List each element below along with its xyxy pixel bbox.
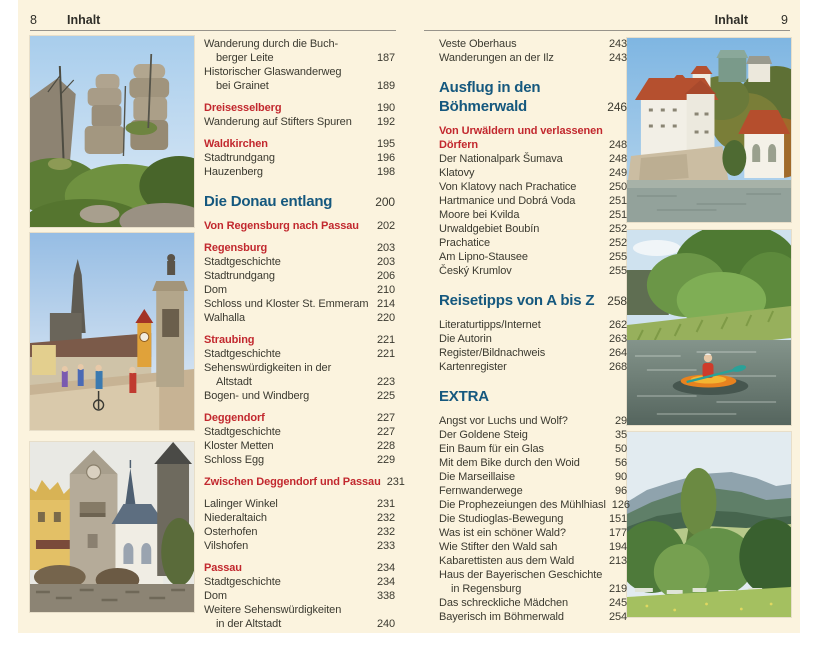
toc-entry bbox=[204, 439, 395, 453]
toc-entry-title: Deggendorf bbox=[204, 412, 265, 424]
toc-entry bbox=[439, 428, 627, 442]
page-number-left: 8 bbox=[30, 13, 37, 27]
photo-boehmerwald-hills bbox=[627, 432, 791, 617]
toc-page-number: 232 bbox=[376, 526, 395, 538]
toc-entry bbox=[439, 512, 627, 526]
toc-entry bbox=[439, 484, 627, 498]
toc-entry bbox=[204, 283, 395, 297]
toc-page-number: 225 bbox=[376, 390, 395, 402]
header-rule-right bbox=[424, 30, 790, 31]
toc-entry-title: Hartmanice und Dobrá Voda bbox=[439, 195, 576, 207]
toc-entry-title: Historischer Glaswanderweg bei Grainet bbox=[204, 66, 342, 92]
toc-entry-title: Schloss Egg bbox=[204, 454, 265, 466]
toc-entry bbox=[204, 511, 395, 525]
toc-entry bbox=[439, 180, 627, 194]
toc-entry bbox=[439, 166, 627, 180]
toc-entry-title: Kartenregister bbox=[439, 361, 507, 373]
toc-entry bbox=[204, 347, 395, 361]
toc-page-number: 245 bbox=[608, 597, 627, 609]
toc-entry-title: Wie Stifter den Wald sah bbox=[439, 541, 558, 553]
toc-page-number: 221 bbox=[376, 348, 395, 360]
toc-section bbox=[204, 101, 395, 115]
toc-section bbox=[204, 411, 395, 425]
toc-entry bbox=[204, 497, 395, 511]
photo-veste-oberhaus bbox=[627, 38, 791, 222]
toc-column-left bbox=[204, 37, 405, 631]
page-header-label-left: Inhalt bbox=[67, 13, 101, 27]
toc-entry-title: Prachatice bbox=[439, 237, 490, 249]
header-rule-left bbox=[30, 30, 396, 31]
toc-page-number: 249 bbox=[608, 167, 627, 179]
toc-entry-title: Ein Baum für ein Glas bbox=[439, 443, 544, 455]
toc-page-number: 126 bbox=[611, 499, 630, 511]
toc-entry-title: Die Donau entlang bbox=[204, 193, 333, 210]
toc-page-number: 232 bbox=[376, 512, 395, 524]
photo-column-left bbox=[30, 36, 194, 612]
toc-page-number: 227 bbox=[376, 412, 395, 424]
toc-entry-title: Am Lipno-Stausee bbox=[439, 251, 528, 263]
toc-entry bbox=[439, 250, 627, 264]
toc-page-number: 262 bbox=[608, 319, 627, 331]
toc-entry-title: Vilshofen bbox=[204, 540, 249, 552]
toc-page-number: 151 bbox=[608, 513, 627, 525]
toc-entry-title: Osterhofen bbox=[204, 526, 258, 538]
toc-entry bbox=[439, 456, 627, 470]
toc-entry bbox=[204, 311, 395, 325]
toc-entry bbox=[439, 596, 627, 610]
toc-page-number: 252 bbox=[608, 223, 627, 235]
page-number-right: 9 bbox=[781, 13, 788, 27]
toc-entry-title: Walhalla bbox=[204, 312, 245, 324]
photo-rock-towers bbox=[30, 36, 194, 227]
toc-entry-title: Register/Bildnachweis bbox=[439, 347, 546, 359]
toc-entry-title: Angst vor Luchs und Wolf? bbox=[439, 415, 568, 427]
toc-entry-title: Wanderung durch die Buch- berger Leite bbox=[204, 38, 339, 64]
page-header-right bbox=[424, 10, 790, 32]
regensburg-bridge-illustration bbox=[30, 233, 194, 430]
photo-regensburg-bridge bbox=[30, 233, 194, 430]
toc-page-number: 231 bbox=[376, 498, 395, 510]
toc-page-number: 198 bbox=[376, 166, 395, 178]
toc-entry-title: Sehenswürdigkeiten in der Altstadt bbox=[204, 362, 332, 388]
toc-entry bbox=[439, 194, 627, 208]
toc-page-number: 214 bbox=[376, 298, 395, 310]
toc-entry-title: Die Autorin bbox=[439, 333, 492, 345]
veste-oberhaus-illustration bbox=[627, 38, 791, 222]
toc-page-number: 50 bbox=[614, 443, 627, 455]
toc-entry-title: Klatovy bbox=[439, 167, 475, 179]
toc-page-number: 250 bbox=[608, 181, 627, 193]
toc-page-number: 56 bbox=[614, 457, 627, 469]
toc-entry bbox=[204, 165, 395, 179]
toc-page-number: 234 bbox=[376, 576, 395, 588]
toc-page-number: 234 bbox=[376, 562, 395, 574]
toc-page-number: 248 bbox=[608, 139, 627, 151]
toc-page-number: 189 bbox=[376, 80, 395, 92]
toc-entry bbox=[439, 610, 627, 624]
toc-entry bbox=[204, 115, 395, 129]
toc-entry bbox=[204, 255, 395, 269]
toc-entry bbox=[204, 453, 395, 467]
toc-entry bbox=[439, 470, 627, 484]
toc-chapter bbox=[439, 387, 627, 406]
toc-entry bbox=[439, 498, 630, 512]
toc-entry-title: Von Klatovy nach Prachatice bbox=[439, 181, 577, 193]
toc-entry bbox=[204, 575, 395, 589]
toc-entry bbox=[439, 208, 627, 222]
toc-page-number: 264 bbox=[608, 347, 627, 359]
toc-page-number: 240 bbox=[376, 618, 395, 630]
toc-entry-title: Die Studioglas-Bewegung bbox=[439, 513, 564, 525]
toc-page-number: 243 bbox=[608, 38, 627, 50]
toc-entry-title: Hauzenberg bbox=[204, 166, 263, 178]
toc-entry bbox=[204, 425, 395, 439]
toc-entry-title: Literaturtipps/Internet bbox=[439, 319, 541, 331]
toc-page-number: 251 bbox=[608, 195, 627, 207]
toc-page-number: 177 bbox=[608, 527, 627, 539]
toc-page-number: 227 bbox=[376, 426, 395, 438]
toc-entry bbox=[439, 346, 627, 360]
toc-entry-title: Dreisesselberg bbox=[204, 102, 282, 114]
toc-entry-title: Waldkirchen bbox=[204, 138, 268, 150]
toc-entry-title: Český Krumlov bbox=[439, 265, 512, 277]
toc-entry-title: Regensburg bbox=[204, 242, 268, 254]
toc-entry bbox=[439, 332, 627, 346]
photo-kayak-river bbox=[627, 230, 791, 425]
toc-section bbox=[204, 333, 395, 347]
toc-entry-title: Der Nationalpark Šumava bbox=[439, 153, 563, 165]
toc-entry-title: Passau bbox=[204, 562, 242, 574]
toc-entry-title: Moore bei Kvilda bbox=[439, 209, 520, 221]
toc-entry-title: Urwaldgebiet Boubín bbox=[439, 223, 540, 235]
toc-page-number: 254 bbox=[608, 611, 627, 623]
toc-entry-title: EXTRA bbox=[439, 388, 489, 405]
photo-column-right bbox=[627, 38, 791, 617]
toc-page-number: 252 bbox=[608, 237, 627, 249]
toc-page-number: 195 bbox=[376, 138, 395, 150]
toc-page-number: 246 bbox=[607, 100, 627, 114]
toc-entry-title: Die Marseillaise bbox=[439, 471, 516, 483]
toc-entry-title: Von Urwäldern und verlassenen Dörfern bbox=[439, 125, 603, 151]
toc-entry bbox=[439, 442, 627, 456]
toc-page-number: 203 bbox=[376, 256, 395, 268]
toc-page-number: 213 bbox=[608, 555, 627, 567]
toc-chapter bbox=[204, 192, 395, 211]
toc-entry bbox=[204, 361, 395, 389]
toc-entry-title: Bayerisch im Böhmerwald bbox=[439, 611, 564, 623]
toc-entry bbox=[204, 589, 395, 603]
toc-entry-title: Dom bbox=[204, 284, 227, 296]
toc-page-number: 223 bbox=[376, 376, 395, 388]
toc-entry bbox=[204, 65, 395, 93]
toc-page-number: 90 bbox=[614, 471, 627, 483]
toc-entry-title: Stadtrundgang bbox=[204, 152, 275, 164]
toc-entry bbox=[439, 318, 627, 332]
toc-entry-title: Weitere Sehenswürdigkeiten in der Altstadt bbox=[204, 604, 342, 630]
toc-page-number: 196 bbox=[376, 152, 395, 164]
toc-page-number: 263 bbox=[608, 333, 627, 345]
toc-entry-title: Lalinger Winkel bbox=[204, 498, 278, 510]
toc-entry-title: Straubing bbox=[204, 334, 255, 346]
toc-page-number: 248 bbox=[608, 153, 627, 165]
toc-chapter bbox=[439, 78, 627, 116]
toc-entry bbox=[439, 51, 627, 65]
toc-section bbox=[204, 475, 405, 489]
toc-entry-title: Reisetipps von A bis Z bbox=[439, 292, 595, 309]
toc-entry-title: Stadtgeschichte bbox=[204, 348, 281, 360]
toc-entry-title: Was ist ein schöner Wald? bbox=[439, 527, 566, 539]
toc-entry bbox=[439, 360, 627, 374]
toc-page-number: 35 bbox=[614, 429, 627, 441]
toc-entry-title: Stadtgeschichte bbox=[204, 426, 281, 438]
toc-page-number: 229 bbox=[376, 454, 395, 466]
toc-page-number: 338 bbox=[376, 590, 395, 602]
toc-entry-title: Kabarettisten aus dem Wald bbox=[439, 555, 575, 567]
toc-entry-title: Stadtgeschichte bbox=[204, 256, 281, 268]
toc-entry bbox=[439, 152, 627, 166]
schloss-egg-illustration bbox=[30, 442, 194, 612]
toc-page-number: 29 bbox=[614, 415, 627, 427]
toc-entry-title: Dom bbox=[204, 590, 227, 602]
toc-page-number: 206 bbox=[376, 270, 395, 282]
toc-section bbox=[204, 137, 395, 151]
toc-page-number: 210 bbox=[376, 284, 395, 296]
toc-entry-title: Schloss und Kloster St. Emmeram bbox=[204, 298, 369, 310]
toc-entry-title: Stadtgeschichte bbox=[204, 576, 281, 588]
toc-entry bbox=[204, 525, 395, 539]
toc-entry bbox=[204, 297, 395, 311]
toc-page-number: 190 bbox=[376, 102, 395, 114]
toc-page-number: 96 bbox=[614, 485, 627, 497]
toc-entry bbox=[204, 151, 395, 165]
toc-entry-title: Wanderung auf Stifters Spuren bbox=[204, 116, 352, 128]
toc-entry bbox=[204, 603, 395, 631]
toc-page-number: 194 bbox=[608, 541, 627, 553]
toc-page-number: 251 bbox=[608, 209, 627, 221]
toc-entry-title: Haus der Bayerischen Geschichte in Regensburg bbox=[439, 569, 603, 595]
rock-towers-illustration bbox=[30, 36, 194, 227]
toc-page-number: 187 bbox=[376, 52, 395, 64]
toc-page-number: 219 bbox=[608, 583, 627, 595]
toc-entry bbox=[439, 236, 627, 250]
toc-page-number: 221 bbox=[376, 334, 395, 346]
toc-entry-title: Bogen- und Windberg bbox=[204, 390, 310, 402]
toc-entry-title: Mit dem Bike durch den Woid bbox=[439, 457, 580, 469]
toc-page-number: 231 bbox=[386, 476, 405, 488]
toc-page-number: 202 bbox=[376, 220, 395, 232]
kayak-river-illustration bbox=[627, 230, 791, 425]
toc-entry bbox=[204, 37, 395, 65]
toc-page-number: 192 bbox=[376, 116, 395, 128]
toc-entry bbox=[204, 539, 395, 553]
toc-page-number: 258 bbox=[607, 294, 627, 308]
toc-section bbox=[204, 561, 395, 575]
toc-page-number: 228 bbox=[376, 440, 395, 452]
toc-entry bbox=[204, 269, 395, 283]
toc-entry-title: Ausflug in den Böhmerwald bbox=[439, 79, 541, 115]
toc-section bbox=[439, 124, 627, 152]
page-header-left bbox=[30, 10, 396, 32]
toc-entry-title: Wanderungen an der Ilz bbox=[439, 52, 554, 64]
boehmerwald-hills-illustration bbox=[627, 432, 791, 617]
toc-page-number: 255 bbox=[608, 265, 627, 277]
toc-entry-title: Kloster Metten bbox=[204, 440, 274, 452]
toc-entry bbox=[439, 222, 627, 236]
toc-entry-title: Fernwanderwege bbox=[439, 485, 523, 497]
toc-entry-title: Zwischen Deggendorf und Passau bbox=[204, 476, 381, 488]
toc-entry bbox=[204, 389, 395, 403]
toc-page-number: 200 bbox=[375, 195, 395, 209]
toc-entry-title: Veste Oberhaus bbox=[439, 38, 517, 50]
toc-section bbox=[204, 219, 395, 233]
page-header-label-right: Inhalt bbox=[714, 13, 748, 27]
toc-entry-title: Der Goldene Steig bbox=[439, 429, 528, 441]
toc-page-number: 243 bbox=[608, 52, 627, 64]
toc-entry-title: Das schreckliche Mädchen bbox=[439, 597, 569, 609]
toc-chapter bbox=[439, 291, 627, 310]
toc-section bbox=[204, 241, 395, 255]
toc-entry-title: Die Prophezeiungen des Mühlhiasl bbox=[439, 499, 606, 511]
toc-entry bbox=[439, 526, 627, 540]
toc-entry bbox=[439, 568, 627, 596]
toc-entry bbox=[439, 414, 627, 428]
toc-page-number: 220 bbox=[376, 312, 395, 324]
toc-page-number: 255 bbox=[608, 251, 627, 263]
toc-page-number: 268 bbox=[608, 361, 627, 373]
book-spread bbox=[18, 0, 800, 633]
toc-page-number: 233 bbox=[376, 540, 395, 552]
photo-schloss-egg bbox=[30, 442, 194, 612]
toc-entry-title: Stadtrundgang bbox=[204, 270, 275, 282]
toc-entry bbox=[439, 554, 627, 568]
toc-page-number: 203 bbox=[376, 242, 395, 254]
toc-entry-title: Von Regensburg nach Passau bbox=[204, 220, 359, 232]
toc-column-right bbox=[439, 37, 630, 624]
toc-entry-title: Niederaltaich bbox=[204, 512, 267, 524]
toc-entry bbox=[439, 540, 627, 554]
toc-entry bbox=[439, 37, 627, 51]
toc-entry bbox=[439, 264, 627, 278]
